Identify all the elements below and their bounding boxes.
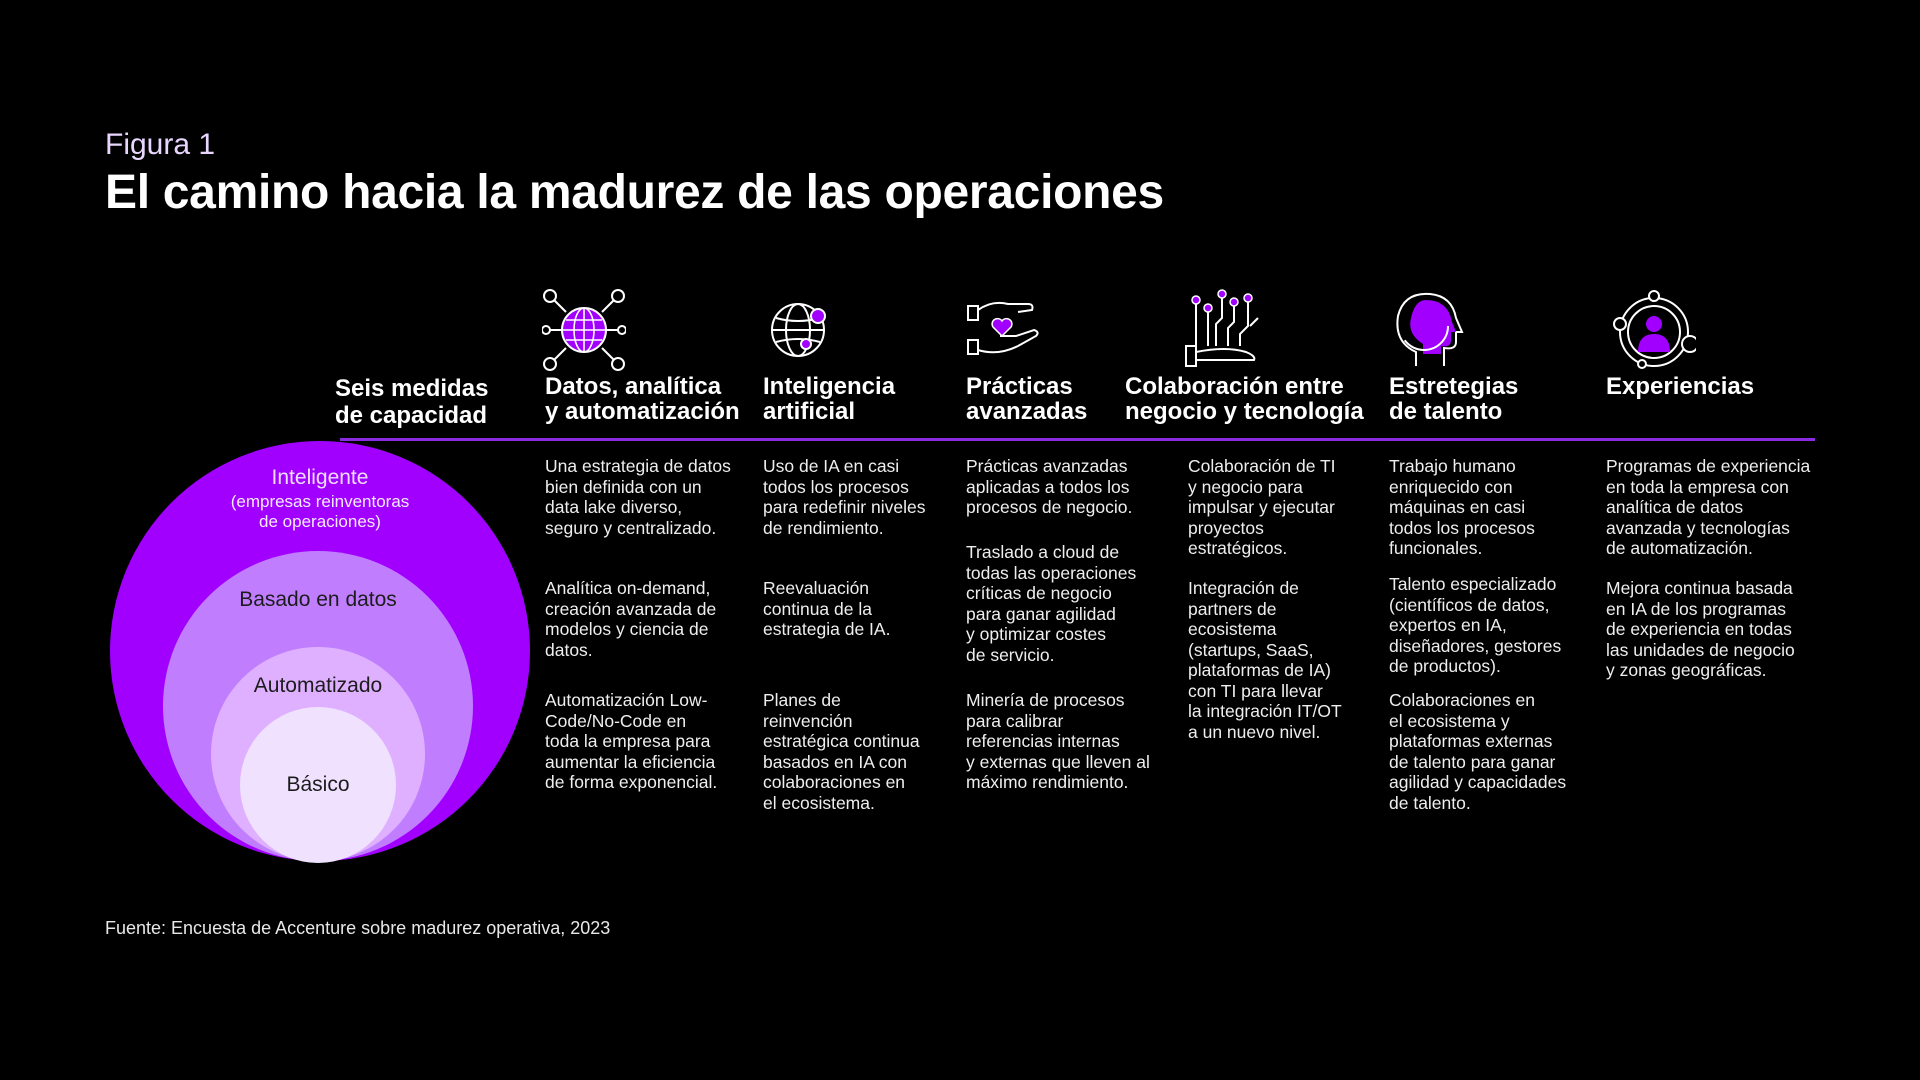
col-header-practicas: Prácticas avanzadas — [966, 373, 1088, 425]
cell-practicas-inteligente: Prácticas avanzadas aplicadas a todos los procesos de negocio. — [966, 456, 1133, 517]
heart-hands-icon — [962, 288, 1046, 372]
cell-ia-automatizado: Planes de reinvención estratégica continua basados en IA con colaboraciones en el ecosistema. — [763, 690, 920, 813]
cell-practicas-automatizado: Minería de procesos para calibrar referencias internas y externas que lleven al máximo rendimiento. — [966, 690, 1150, 792]
cell-talento-inteligente: Trabajo humano enriquecido con máquinas en casi todos los procesos funcionales. — [1389, 456, 1535, 558]
figure-label: Figura 1 — [105, 128, 216, 161]
circuit-hand-icon — [1182, 288, 1266, 372]
ai-globe-icon — [762, 288, 846, 372]
level-basico-label: Básico — [286, 773, 350, 796]
cell-datos-automatizado: Automatización Low- Code/No-Code en toda la empresa para aumentar la eficiencia de forma exponencial. — [545, 690, 718, 792]
cell-talento-basado: Talento especializado (científicos de datos, expertos en IA, diseñadores, gestores de productos). — [1389, 574, 1562, 676]
network-globe-icon — [542, 288, 626, 372]
cell-datos-inteligente: Una estrategia de datos bien definida con un data lake diverso, seguro y centralizado. — [545, 456, 731, 538]
page-title: El camino hacia la madurez de las operaciones — [105, 166, 1164, 219]
col-header-colaboracion: Colaboración entre negocio y tecnología — [1125, 373, 1364, 425]
cell-ia-basado: Reevaluación continua de la estrategia de IA. — [763, 578, 891, 639]
level-basado-label: Basado en datos — [239, 588, 397, 611]
level-inteligente-label: Inteligente — [271, 466, 369, 489]
col-header-datos: Datos, analítica y automatización — [545, 373, 740, 425]
level-inteligente-sublabel: (empresas reinventoras de operaciones) — [230, 492, 410, 531]
cell-colaboracion-basado: Integración de partners de ecosistema (startups, SaaS, plataformas de IA) con TI para llevar la integración IT/OT a un nuevo nivel. — [1188, 578, 1342, 742]
cell-datos-basado: Analítica on-demand, creación avanzada de modelos y ciencia de datos. — [545, 578, 717, 660]
cell-experiencias-inteligente: Programas de experiencia en toda la empresa con analítica de datos avanzada y tecnologías de automatización. — [1606, 456, 1811, 558]
row-label: Seis medidas de capacidad — [335, 375, 489, 429]
cell-experiencias-basado: Mejora continua basada en IA de los programas de experiencia en todas las unidades de negocio y zonas geográficas. — [1606, 578, 1795, 680]
human-head-icon — [1386, 288, 1470, 372]
header-divider — [340, 438, 1815, 441]
cell-colaboracion-inteligente: Colaboración de TI y negocio para impulsar y ejecutar proyectos estratégicos. — [1188, 456, 1336, 558]
level-automatizado-label: Automatizado — [253, 674, 383, 697]
cell-talento-automatizado: Colaboraciones en el ecosistema y plataformas externas de talento para ganar agilidad y capacidades de talento. — [1389, 690, 1567, 813]
col-header-experiencias: Experiencias — [1606, 373, 1755, 400]
col-header-talento: Estretegias de talento — [1389, 373, 1519, 425]
cell-ia-inteligente: Uso de IA en casi todos los procesos para redefinir niveles de rendimiento. — [763, 456, 926, 538]
person-orbit-icon — [1612, 288, 1696, 372]
source-note: Fuente: Encuesta de Accenture sobre madurez operativa, 2023 — [105, 918, 611, 938]
col-header-ia: Inteligencia artificial — [763, 373, 896, 425]
cell-practicas-basado: Traslado a cloud de todas las operaciones críticas de negocio para ganar agilidad y optimizar costes de servicio. — [966, 542, 1137, 665]
